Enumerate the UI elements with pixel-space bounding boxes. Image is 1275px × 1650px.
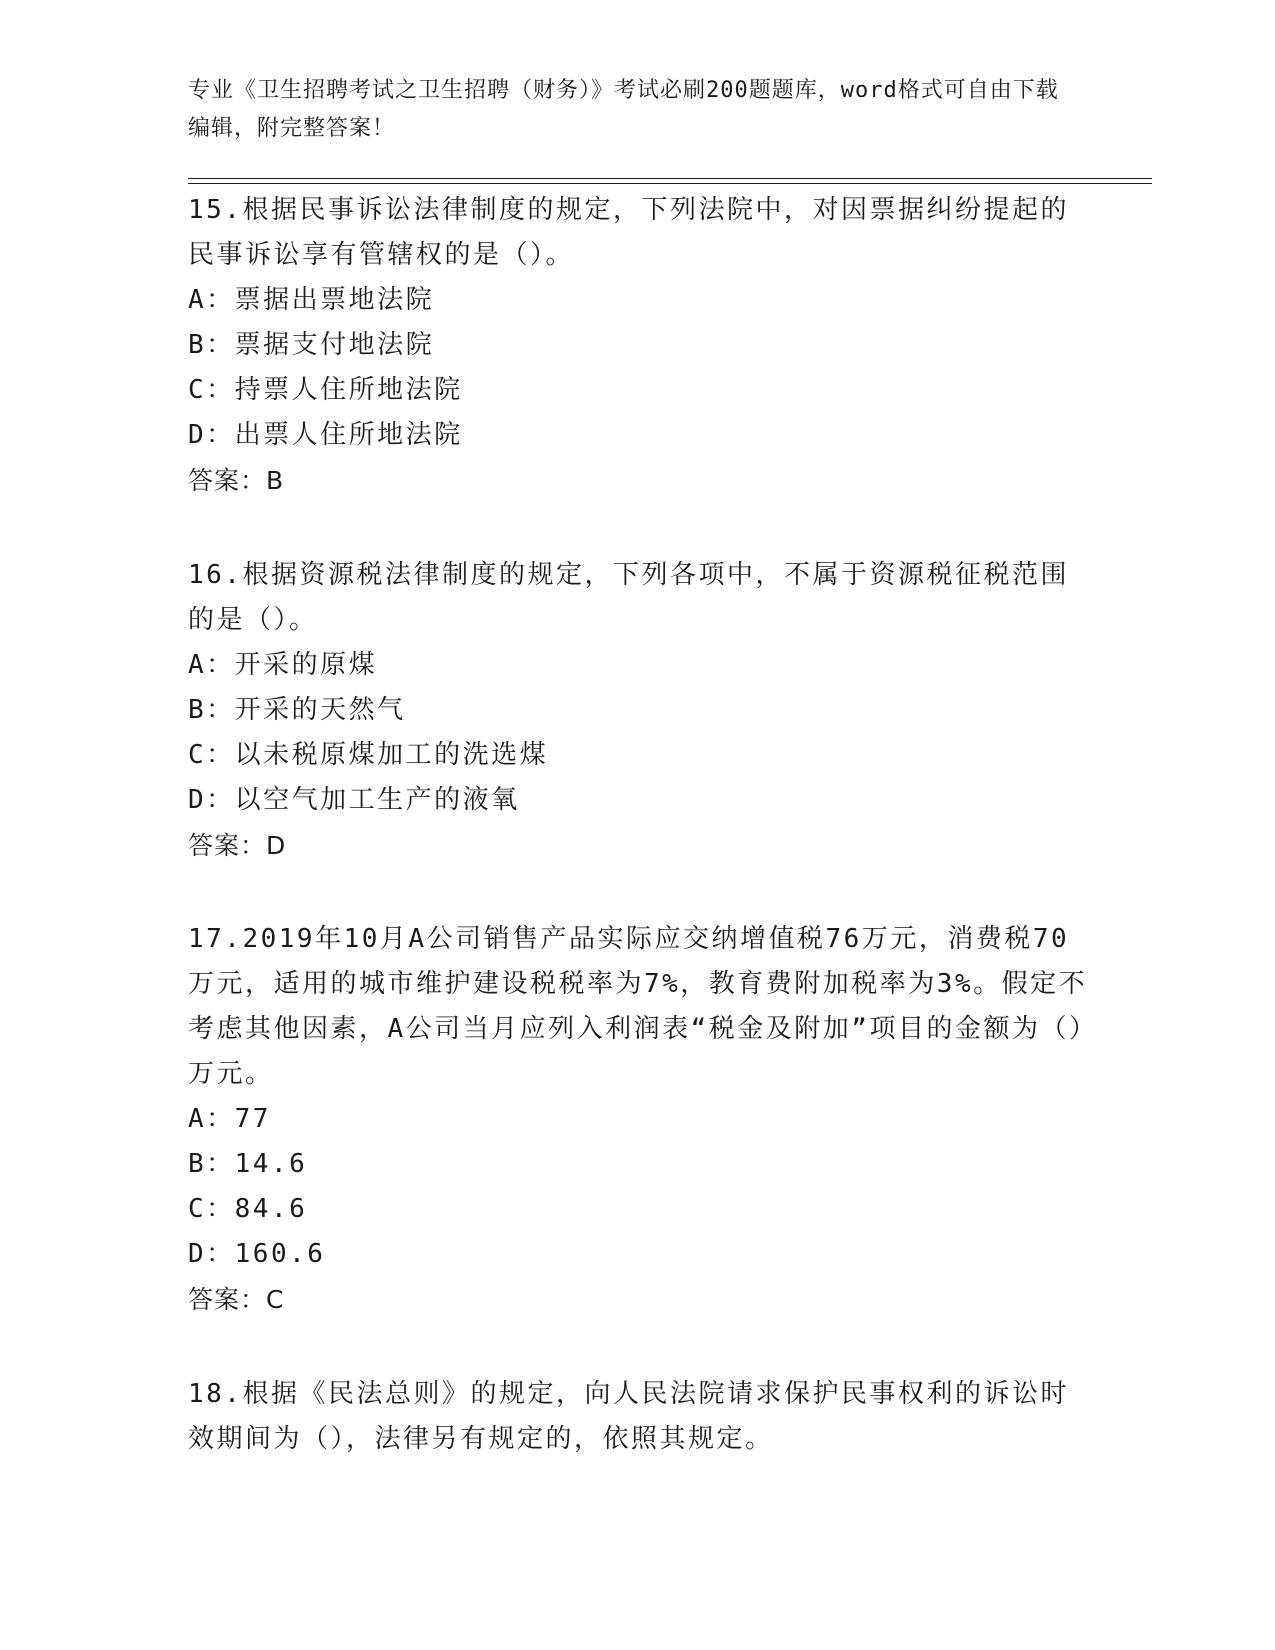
- header-divider-top: [188, 178, 1152, 179]
- question-16: [188, 553, 1088, 868]
- option-b: B：票据支付地法院: [188, 330, 435, 360]
- header-divider-bottom: [188, 183, 1152, 184]
- option-a: A：开采的原煤: [188, 650, 378, 680]
- document-header: 专业《卫生招聘考试之卫生招聘（财务）》考试必刷200题题库，word格式可自由下载编辑，附完整答案！: [188, 78, 1059, 141]
- question-stem: 18.根据《民法总则》的规定，向人民法院请求保护民事权利的诉讼时效期间为（），法律另有规定的，依照其规定。: [188, 1379, 1069, 1454]
- option-c: C：以未税原煤加工的洗选煤: [188, 740, 549, 770]
- option-c: C：持票人住所地法院: [188, 375, 463, 405]
- option-d: D：160.6: [188, 1239, 326, 1269]
- question-18: [188, 1372, 1088, 1462]
- answer: 答案：C: [188, 1285, 285, 1314]
- answer: 答案：D: [188, 831, 287, 860]
- option-a: A：77: [188, 1104, 271, 1134]
- option-b: B：14.6: [188, 1149, 308, 1179]
- option-d: D：以空气加工生产的液氧: [188, 785, 520, 815]
- question-stem: 16.根据资源税法律制度的规定，下列各项中，不属于资源税征税范围的是（）。: [188, 560, 1069, 635]
- question-17: [188, 917, 1088, 1322]
- option-c: C：84.6: [188, 1194, 308, 1224]
- option-b: B：开采的天然气: [188, 695, 406, 725]
- answer: 答案：B: [188, 466, 285, 495]
- option-a: A：票据出票地法院: [188, 285, 435, 315]
- question-15: [188, 188, 1088, 503]
- option-d: D：出票人住所地法院: [188, 420, 463, 450]
- question-stem: 15.根据民事诉讼法律制度的规定，下列法院中，对因票据纠纷提起的民事诉讼享有管辖权的是（）。: [188, 195, 1069, 270]
- question-stem: 17.2019年10月A公司销售产品实际应交纳增值税76万元，消费税70万元，适用的城市维护建设税税率为7%，教育费附加税率为3%。假定不考虑其他因素，A公司当月应列入利润表“税金及附加”项目的金额为（）万元。: [188, 924, 1088, 1089]
